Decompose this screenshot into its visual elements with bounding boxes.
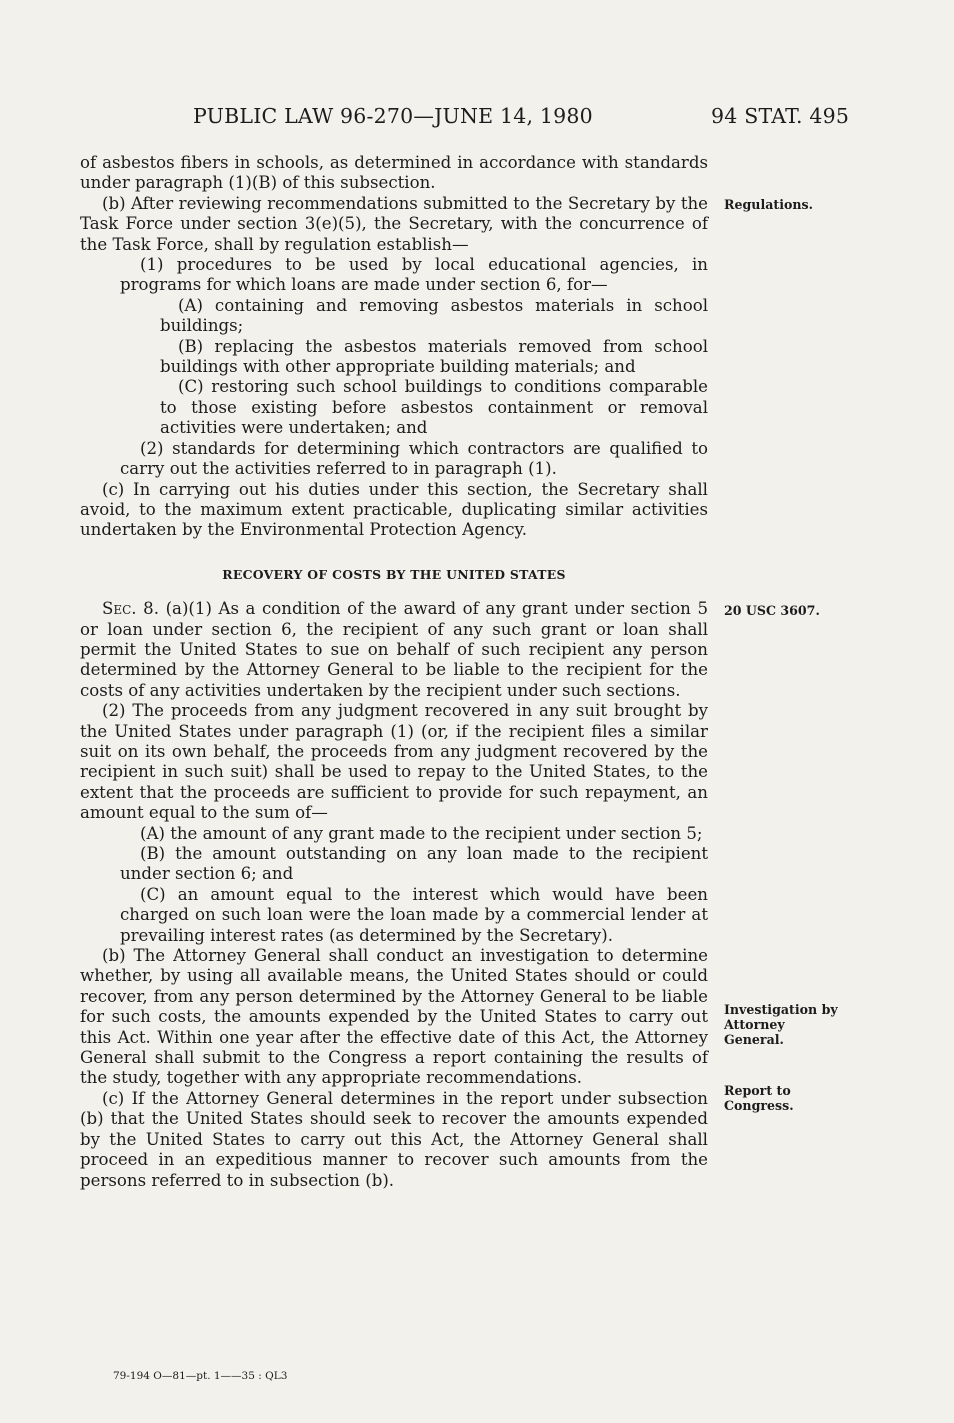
- subparagraph-a2A: (A) the amount of any grant made to the recipient under section 5;: [140, 823, 703, 843]
- subparagraph-a2C: (C) an amount equal to the interest which would have been charged on such loan were the loan made by a commercial lender at prevailing interest rates (as determined by the Secretary).: [120, 884, 708, 945]
- margin-note-report: [724, 1083, 794, 1113]
- printer-footer: 79-194 O—81—pt. 1——35 : QL3: [113, 1370, 288, 1382]
- subsection-b: (b) After reviewing recommendations submitted to the Secretary by the Task Force under section 3(e)(5), the Secretary, with the concurrence of the Task Force, shall by regulation establish—: [80, 193, 708, 254]
- section-heading: RECOVERY OF COSTS BY THE UNITED STATES: [222, 566, 566, 582]
- paragraph-continued: of asbestos fibers in schools, as determined in accordance with standards under paragraph (1)(B) of this subsection.: [80, 153, 708, 193]
- statute-body: [80, 153, 708, 1191]
- section-8-a2: (2) The proceeds from any judgment recovered in any suit brought by the United States under paragraph (1) (or, if the recipient files a similar suit on its own behalf, the proceeds from any judgment recovered by the recipient in such suit) shall be used to repay to the United States, to the extent that the proceeds are sufficient to provide for such repayment, an amount equal to the sum of—: [80, 701, 708, 823]
- subsection-c: (c) In carrying out his duties under this section, the Secretary shall avoid, to the maximum extent practicable, duplicating similar activities undertaken by the Environmental Protection Agency.: [80, 479, 708, 540]
- margin-note-line: Report to: [724, 1083, 791, 1098]
- margin-note-line: General.: [724, 1032, 784, 1047]
- statute-page-number: 94 STAT. 495: [711, 104, 850, 128]
- section-8-a1-text: 8. (a)(1) As a condition of the award of any grant under section 5 or loan under section 6, the recipient of any such grant or loan shall permit the United States to sue on behalf of such recipient any person determined by the Attorney General to be liable to the recipient for the costs of any activities undertaken by the recipient under such sections.: [80, 599, 708, 700]
- subparagraph-b1C: (C) restoring such school buildings to conditions comparable to those existing before asbestos containment or removal activities were undertaken; and: [160, 377, 708, 438]
- section-8-b: (b) The Attorney General shall conduct an investigation to determine whether, by using all available means, the United States should or could recover, from any person determined by the Attorney General to be liable for such costs, the amounts expended by the United States to carry out this Act. Within one year after the effective date of this Act, the Attorney General shall submit to the Congress a report containing the results of the study, together with any appropriate recommendations.: [80, 946, 708, 1088]
- subparagraph-a2B: (B) the amount outstanding on any loan made to the recipient under section 6; and: [120, 844, 708, 884]
- margin-note-usc: 20 USC 3607.: [724, 603, 820, 618]
- margin-note-line: Investigation by: [724, 1002, 838, 1017]
- margin-note-regulations: Regulations.: [724, 197, 814, 212]
- section-label: Sec.: [102, 599, 137, 619]
- paragraph-b1: (1) procedures to be used by local educational agencies, in programs for which loans are made under section 6, for—: [120, 255, 708, 295]
- section-8-c: (c) If the Attorney General determines in the report under subsection (b) that the United States should seek to recover the amounts expended by the United States to carry out this Act, the Attorney General shall proceed in an expeditious manner to recover such amounts from the persons referred to in subsection (b).: [80, 1088, 708, 1190]
- margin-note-line: Congress.: [724, 1098, 794, 1113]
- paragraph-b2: (2) standards for determining which contractors are qualified to carry out the activities referred to in paragraph (1).: [120, 438, 708, 479]
- section-8-a1: [80, 599, 708, 701]
- subparagraph-b1A: (A) containing and removing asbestos materials in school buildings;: [160, 295, 708, 336]
- margin-note-investigation: [724, 1002, 838, 1047]
- margin-note-line: Attorney: [724, 1017, 785, 1032]
- subparagraph-b1B: (B) replacing the asbestos materials removed from school buildings with other appropriate building materials; and: [160, 336, 708, 377]
- running-header-title: PUBLIC LAW 96-270—JUNE 14, 1980: [193, 104, 593, 128]
